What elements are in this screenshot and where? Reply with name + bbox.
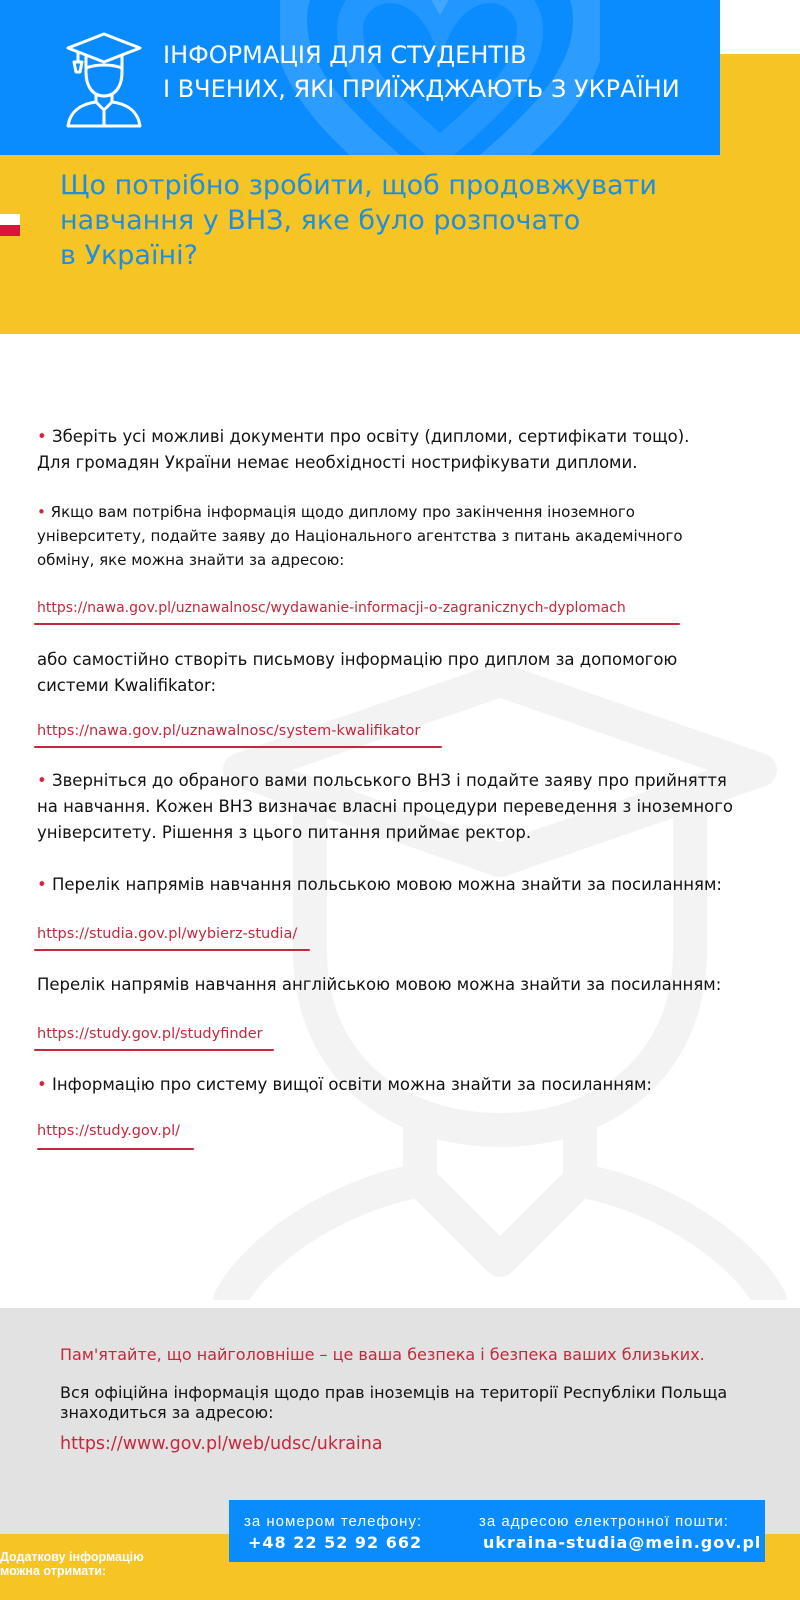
- link-underline: [34, 1049, 274, 1051]
- paragraph-higher-education-text: Інформацію про систему вищої освіти можна знайти за посиланням:: [51, 1075, 652, 1094]
- paragraph-polish-programs: [37, 872, 737, 898]
- bullet: •: [37, 771, 47, 790]
- page-title-line3: в Україні?: [60, 240, 198, 271]
- bullet: •: [37, 875, 47, 894]
- phone-number[interactable]: +48 22 52 92 662: [248, 1533, 423, 1552]
- link-underline: [34, 746, 442, 748]
- link-studyfinder[interactable]: https://study.gov.pl/studyfinder: [37, 1026, 263, 1042]
- header-banner: [0, 0, 720, 155]
- link-underline: [37, 1148, 194, 1150]
- link-nawa-diplomas[interactable]: https://nawa.gov.pl/uznawalnosc/wydawanie-informacji-o-zagranicznych-dyplomach: [37, 600, 626, 616]
- paragraph-documents: [37, 424, 737, 476]
- paragraph-apply-university-text: Зверніться до обраного вами польського ВНЗ і подайте заяву про прийняття на навчання. Кожен ВНЗ визначає власні процедури переведення з іноземного університету. Рішення з цього питання приймає ректор.: [37, 771, 733, 842]
- page-title-line2: навчання у ВНЗ, яке було розпочато: [60, 205, 581, 236]
- link-underline: [34, 949, 310, 951]
- link-study[interactable]: https://study.gov.pl/: [37, 1123, 180, 1139]
- paragraph-diploma-info: [37, 500, 737, 572]
- more-info-line1: Додаткову інформацію: [0, 1550, 144, 1564]
- page-title-line1: Що потрібно зробити, щоб продовжувати: [60, 170, 657, 201]
- paragraph-kwalifikator: або самостійно створіть письмову інформацію про диплом за допомогою системи Kwalifikator:: [37, 650, 678, 695]
- graduate-icon: [62, 28, 146, 128]
- more-info-line2: можна отримати:: [0, 1564, 107, 1578]
- email-address[interactable]: ukraina-studia@mein.gov.pl: [483, 1533, 762, 1552]
- safety-note: Пам'ятайте, що найголовніше – це ваша безпека і безпека ваших близьких.: [60, 1345, 705, 1364]
- header-title-line1: ІНФОРМАЦІЯ ДЛЯ СТУДЕНТІВ: [163, 41, 527, 69]
- official-info: Вся офіційна інформація щодо прав іноземців на території Республіки Польща знаходиться за адресою:: [60, 1383, 728, 1422]
- link-nawa-kwalifikator[interactable]: https://nawa.gov.pl/uznawalnosc/system-kwalifikator: [37, 723, 421, 739]
- link-official-udsc[interactable]: https://www.gov.pl/web/udsc/ukraina: [60, 1434, 383, 1454]
- link-studia[interactable]: https://studia.gov.pl/wybierz-studia/: [37, 926, 298, 942]
- bullet: •: [37, 427, 47, 446]
- paragraph-diploma-info-text: Якщо вам потрібна інформація щодо диплому про закінчення іноземного університету, подайте заяву до Національного агентства з питань академічного обміну, яке можна знайти за адресою:: [37, 503, 683, 569]
- paragraph-documents-line2: Для громадян України немає необхідності нострифікувати дипломи.: [37, 453, 638, 472]
- header-title: [163, 38, 703, 106]
- contact-box: [229, 1500, 765, 1562]
- page-title: [60, 168, 740, 273]
- paragraph-higher-education: [37, 1072, 737, 1098]
- header-title-line2: І ВЧЕНИХ, ЯКІ ПРИЇЖДЖАЮТЬ З УКРАЇНИ: [163, 75, 680, 103]
- link-underline: [34, 623, 680, 625]
- poland-flag-icon: [0, 214, 20, 236]
- paragraph-documents-line1: Зберіть усі можливі документи про освіту (дипломи, сертифікати тощо).: [51, 427, 690, 446]
- bullet: •: [37, 1075, 47, 1094]
- paragraph-apply-university: [37, 768, 737, 846]
- phone-label: за номером телефону:: [244, 1513, 423, 1530]
- paragraph-polish-programs-text: Перелік напрямів навчання польською мовою можна знайти за посиланням:: [51, 875, 722, 894]
- more-info-label: [0, 1550, 200, 1578]
- bullet: •: [37, 503, 46, 521]
- email-label: за адресою електронної пошти:: [479, 1513, 729, 1530]
- paragraph-english-programs: Перелік напрямів навчання англійською мовою можна знайти за посиланням:: [37, 975, 722, 994]
